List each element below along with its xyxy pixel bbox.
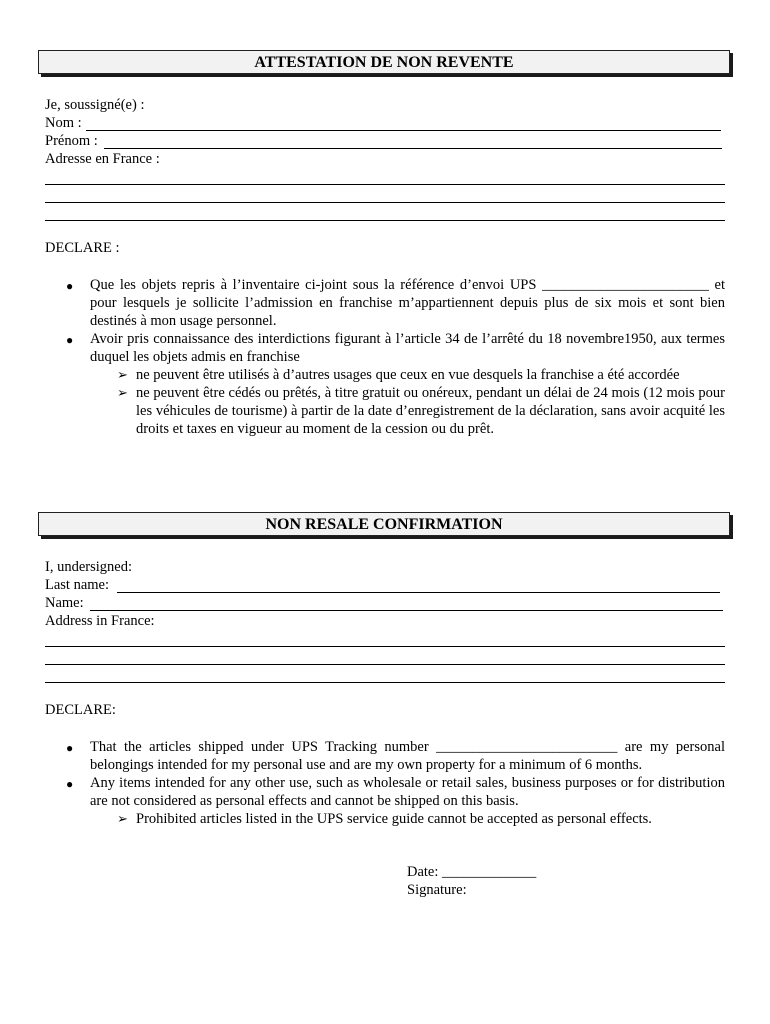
fr-adresse-label: Adresse en France : bbox=[45, 151, 160, 167]
english-section-title: NON RESALE CONFIRMATION bbox=[38, 512, 730, 536]
en-lastname-label: Last name: bbox=[45, 577, 110, 593]
en-intro: I, undersigned: bbox=[45, 559, 132, 575]
arrow-bullet-icon: ➢ bbox=[117, 367, 128, 382]
arrow-bullet-icon: ➢ bbox=[117, 811, 128, 826]
en-bullet-1: That the articles shipped under UPS Tracking number _________________________ are my personal belongings intended for my personal use and are my own property for a minimum of 6 months. bbox=[90, 739, 725, 773]
en-address-label: Address in France: bbox=[45, 613, 155, 629]
fr-bullet-1: Que les objets repris à l’inventaire ci-joint sous la référence d’envoi UPS _______________________ et pour lesquels je sollicite l’admission en franchise m’appartiennent depuis plus de six mois et sont bien destinés à mon usage personnel. bbox=[90, 277, 725, 329]
date-field[interactable]: Date: _____________ bbox=[407, 864, 537, 880]
en-address-line-3[interactable] bbox=[45, 682, 725, 683]
fr-declare-heading: DECLARE : bbox=[45, 240, 120, 256]
fr-bullet-2: Avoir pris connaissance des interdictions figurant à l’article 34 de l’arrêté du 18 novembre1950, aux termes duquel les objets admis en franchise bbox=[90, 331, 725, 365]
en-name-label: Name: bbox=[45, 595, 84, 611]
en-name-field[interactable] bbox=[90, 610, 723, 611]
en-declare-heading: DECLARE: bbox=[45, 702, 116, 718]
en-address-line-1[interactable] bbox=[45, 646, 725, 647]
fr-nom-label: Nom : bbox=[45, 115, 82, 131]
arrow-bullet-icon: ➢ bbox=[117, 385, 128, 400]
fr-intro: Je, soussigné(e) : bbox=[45, 97, 145, 113]
en-bullet-2: Any items intended for any other use, such as wholesale or retail sales, business purposes or for distribution are not considered as personal effects and cannot be shipped on this basis. bbox=[90, 775, 725, 809]
fr-adresse-line-3[interactable] bbox=[45, 220, 725, 221]
signature-label: Signature: bbox=[407, 882, 467, 898]
fr-sub-bullet-2: ne peuvent être cédés ou prêtés, à titre gratuit ou onéreux, pendant un délai de 24 mois (12 mois pour les véhicules de tourisme) à partir de la date d’enregistrement de la déclaration, sans avoir acquité les droits et taxes en vigueur au moment de la cession ou du prêt. bbox=[136, 385, 725, 437]
bullet-icon: ● bbox=[66, 741, 74, 755]
bullet-icon: ● bbox=[66, 777, 74, 791]
en-sub-bullet-1: Prohibited articles listed in the UPS service guide cannot be accepted as personal effects. bbox=[136, 811, 652, 827]
en-lastname-field[interactable] bbox=[117, 592, 720, 593]
fr-sub-bullet-1: ne peuvent être utilisés à d’autres usages que ceux en vue desquels la franchise a été accordée bbox=[136, 367, 680, 383]
fr-adresse-line-1[interactable] bbox=[45, 184, 725, 185]
en-address-line-2[interactable] bbox=[45, 664, 725, 665]
bullet-icon: ● bbox=[66, 333, 74, 347]
fr-prenom-label: Prénom : bbox=[45, 133, 98, 149]
bullet-icon: ● bbox=[66, 279, 74, 293]
fr-adresse-line-2[interactable] bbox=[45, 202, 725, 203]
fr-prenom-field[interactable] bbox=[104, 148, 722, 149]
fr-nom-field[interactable] bbox=[86, 130, 721, 131]
french-section-title: ATTESTATION DE NON REVENTE bbox=[38, 50, 730, 74]
